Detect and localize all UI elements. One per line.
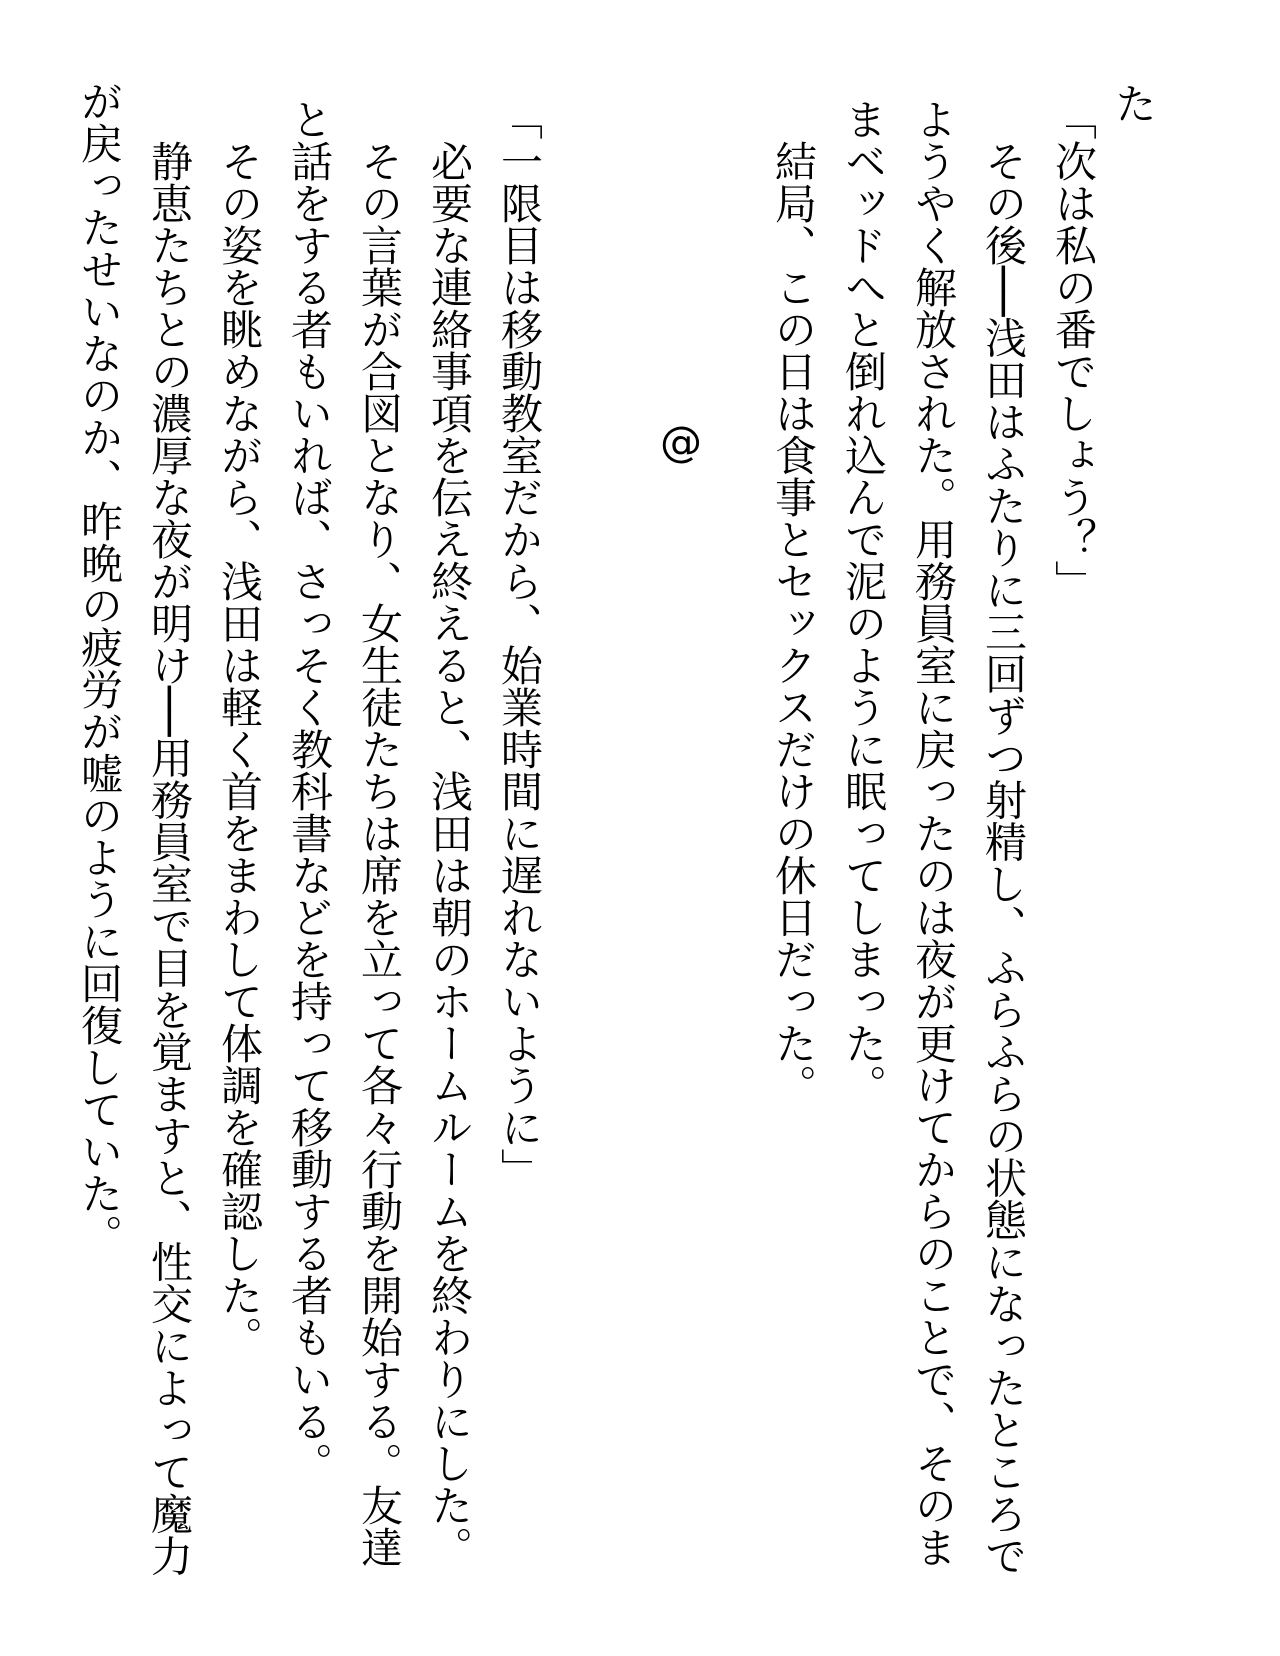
section-separator: @: [660, 417, 702, 466]
text-line-3: その後──浅田はふたりに三回ずつ射精し、ふらふらの状態になったところで: [979, 98, 1028, 1577]
text-line-11: その姿を眺めながら、浅田は軽く首をまわして体調を確認した。: [215, 98, 264, 1358]
text-line-9: その言葉が合図となり、女生徒たちは席を立って各々行動を開始する。友達: [355, 98, 404, 1568]
text-line-6: 結局、この日は食事とセックスだけの休日だった。: [769, 98, 818, 1106]
text-line-2: 「次は私の番でしょう？」: [1049, 98, 1098, 602]
text-line-8: 必要な連絡事項を伝え終えると、浅田は朝のホームルームを終わりにした。: [425, 98, 474, 1568]
text-line-1: た: [1109, 82, 1158, 124]
text-line-5: まベッドへと倒れ込んで泥のように眠ってしまった。: [839, 98, 888, 1106]
text-line-4: ようやく解放された。用務員室に戻ったのは夜が更けてからのことで、そのま: [909, 98, 958, 1568]
text-line-7: 「一限目は移動教室だから、始業時間に遅れないように」: [495, 98, 544, 1190]
text-line-13: が戻ったせいなのか、昨晩の疲労が嘘のように回復していた。: [75, 80, 124, 1256]
text-line-10: と話をする者もいれば、さっそく教科書などを持って移動する者もいる。: [285, 98, 334, 1484]
text-line-12: 静恵たちとの濃厚な夜が明け──用務員室で目を覚ますと、性交によって魔力: [145, 98, 194, 1577]
